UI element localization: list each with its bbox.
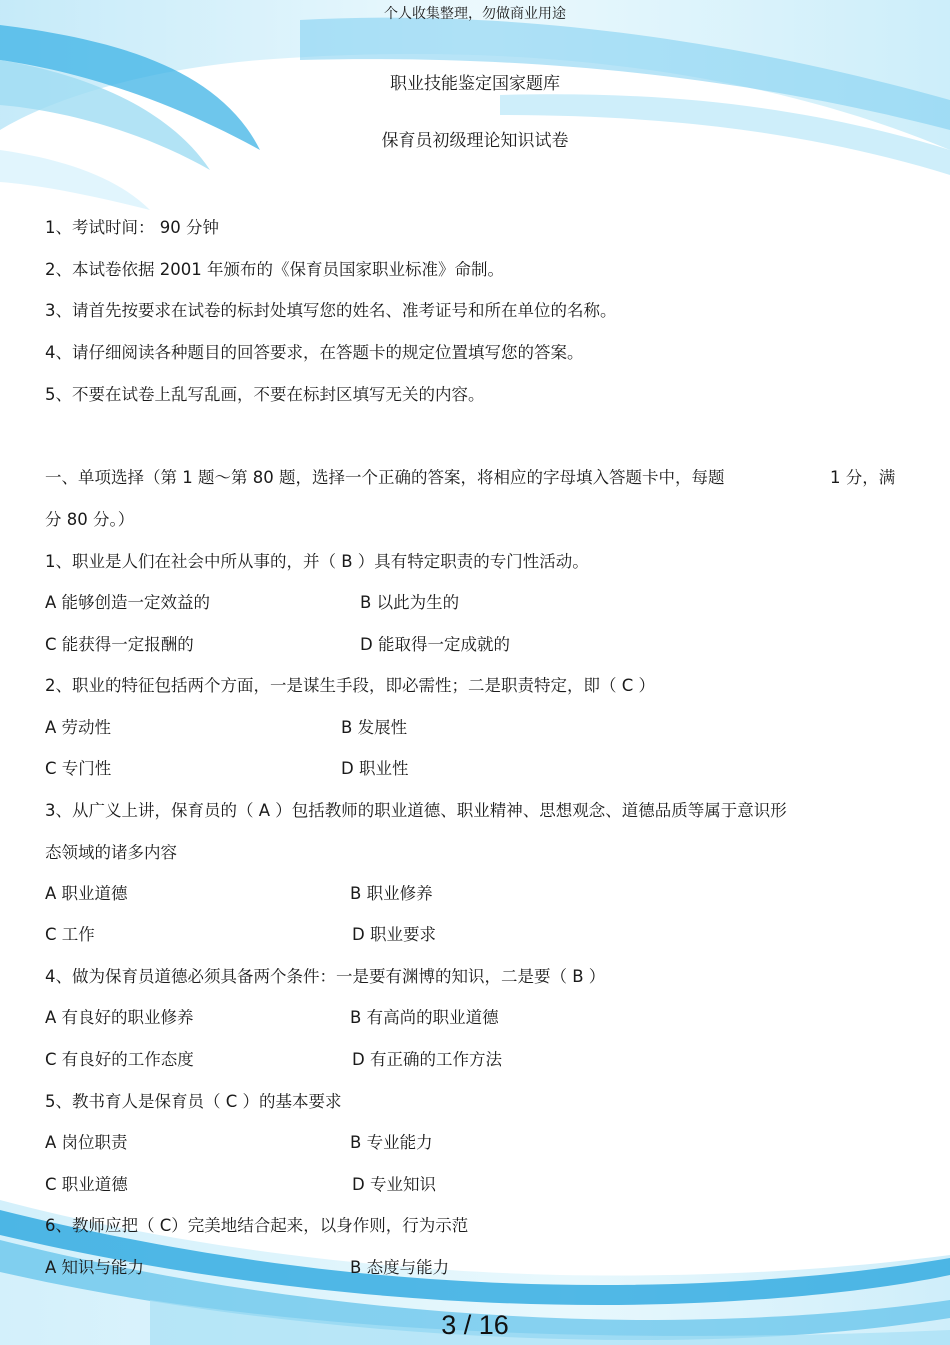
option-a: A 岗位职责 (45, 1133, 128, 1152)
option-c: C 有良好的工作态度 (45, 1050, 194, 1069)
option-b: B 以此为生的 (360, 593, 460, 612)
option-b: B 职业修养 (350, 884, 433, 903)
option-c: C 专门性 (45, 759, 112, 778)
option-b: B 有高尚的职业道德 (350, 1008, 499, 1027)
question-stem: 5、教书育人是保育员（ C ）的基本要求 (45, 1092, 342, 1111)
option-d: D 专业知识 (352, 1175, 436, 1194)
watermark-text: 个人收集整理，勿做商业用途 (384, 6, 566, 22)
section-heading: 一、单项选择（第 1 题～第 80 题，选择一个正确的答案，将相应的字母填入答题卡中，每题 (45, 468, 725, 487)
option-a: A 知识与能力 (45, 1258, 145, 1277)
question-stem: 6、教师应把（ C）完美地结合起来，以身作则，行为示范 (45, 1216, 469, 1235)
section-heading-total: 分 80 分。） (45, 510, 135, 529)
exam-subtitle: 保育员初级理论知识试卷 (381, 131, 569, 151)
instruction-item: 2、本试卷依据 2001 年颁布的《保育员国家职业标准》命制。 (45, 260, 504, 279)
option-a: A 劳动性 (45, 718, 112, 737)
option-d: D 能取得一定成就的 (360, 635, 510, 654)
option-d: D 职业要求 (352, 925, 436, 944)
option-b: B 发展性 (341, 718, 408, 737)
option-c: C 职业道德 (45, 1175, 128, 1194)
option-b: B 态度与能力 (350, 1258, 450, 1277)
question-stem: 2、职业的特征包括两个方面，一是谋生手段，即必需性；二是职责特定，即（ C ） (45, 676, 656, 695)
instruction-item: 5、不要在试卷上乱写乱画，不要在标封区填写无关的内容。 (45, 385, 485, 404)
instruction-item: 3、请首先按要求在试卷的标封处填写您的姓名、准考证号和所在单位的名称。 (45, 301, 617, 320)
option-a: A 能够创造一定效益的 (45, 593, 211, 612)
option-d: D 职业性 (341, 759, 409, 778)
question-stem: 3、从广义上讲，保育员的（ A ）包括教师的职业道德、职业精神、思想观念、道德品质等属于意识形 (45, 801, 787, 820)
option-a: A 职业道德 (45, 884, 128, 903)
option-a: A 有良好的职业修养 (45, 1008, 194, 1027)
page-number: 3 / 16 (441, 1310, 509, 1340)
option-c: C 能获得一定报酬的 (45, 635, 194, 654)
option-b: B 专业能力 (350, 1133, 433, 1152)
instruction-item: 4、请仔细阅读各种题目的回答要求，在答题卡的规定位置填写您的答案。 (45, 343, 584, 362)
option-c: C 工作 (45, 925, 95, 944)
question-stem: 4、做为保育员道德必须具备两个条件：一是要有渊博的知识，二是要（ B ） (45, 967, 606, 986)
section-heading-score: 1 分，满 (830, 468, 896, 487)
question-stem: 1、职业是人们在社会中所从事的，并（ B ）具有特定职责的专门性活动。 (45, 552, 589, 571)
question-stem-continued: 态领域的诸多内容 (45, 843, 177, 862)
exam-title: 职业技能鉴定国家题库 (390, 74, 560, 94)
instruction-item: 1、考试时间： 90 分钟 (45, 218, 219, 237)
option-d: D 有正确的工作方法 (352, 1050, 502, 1069)
